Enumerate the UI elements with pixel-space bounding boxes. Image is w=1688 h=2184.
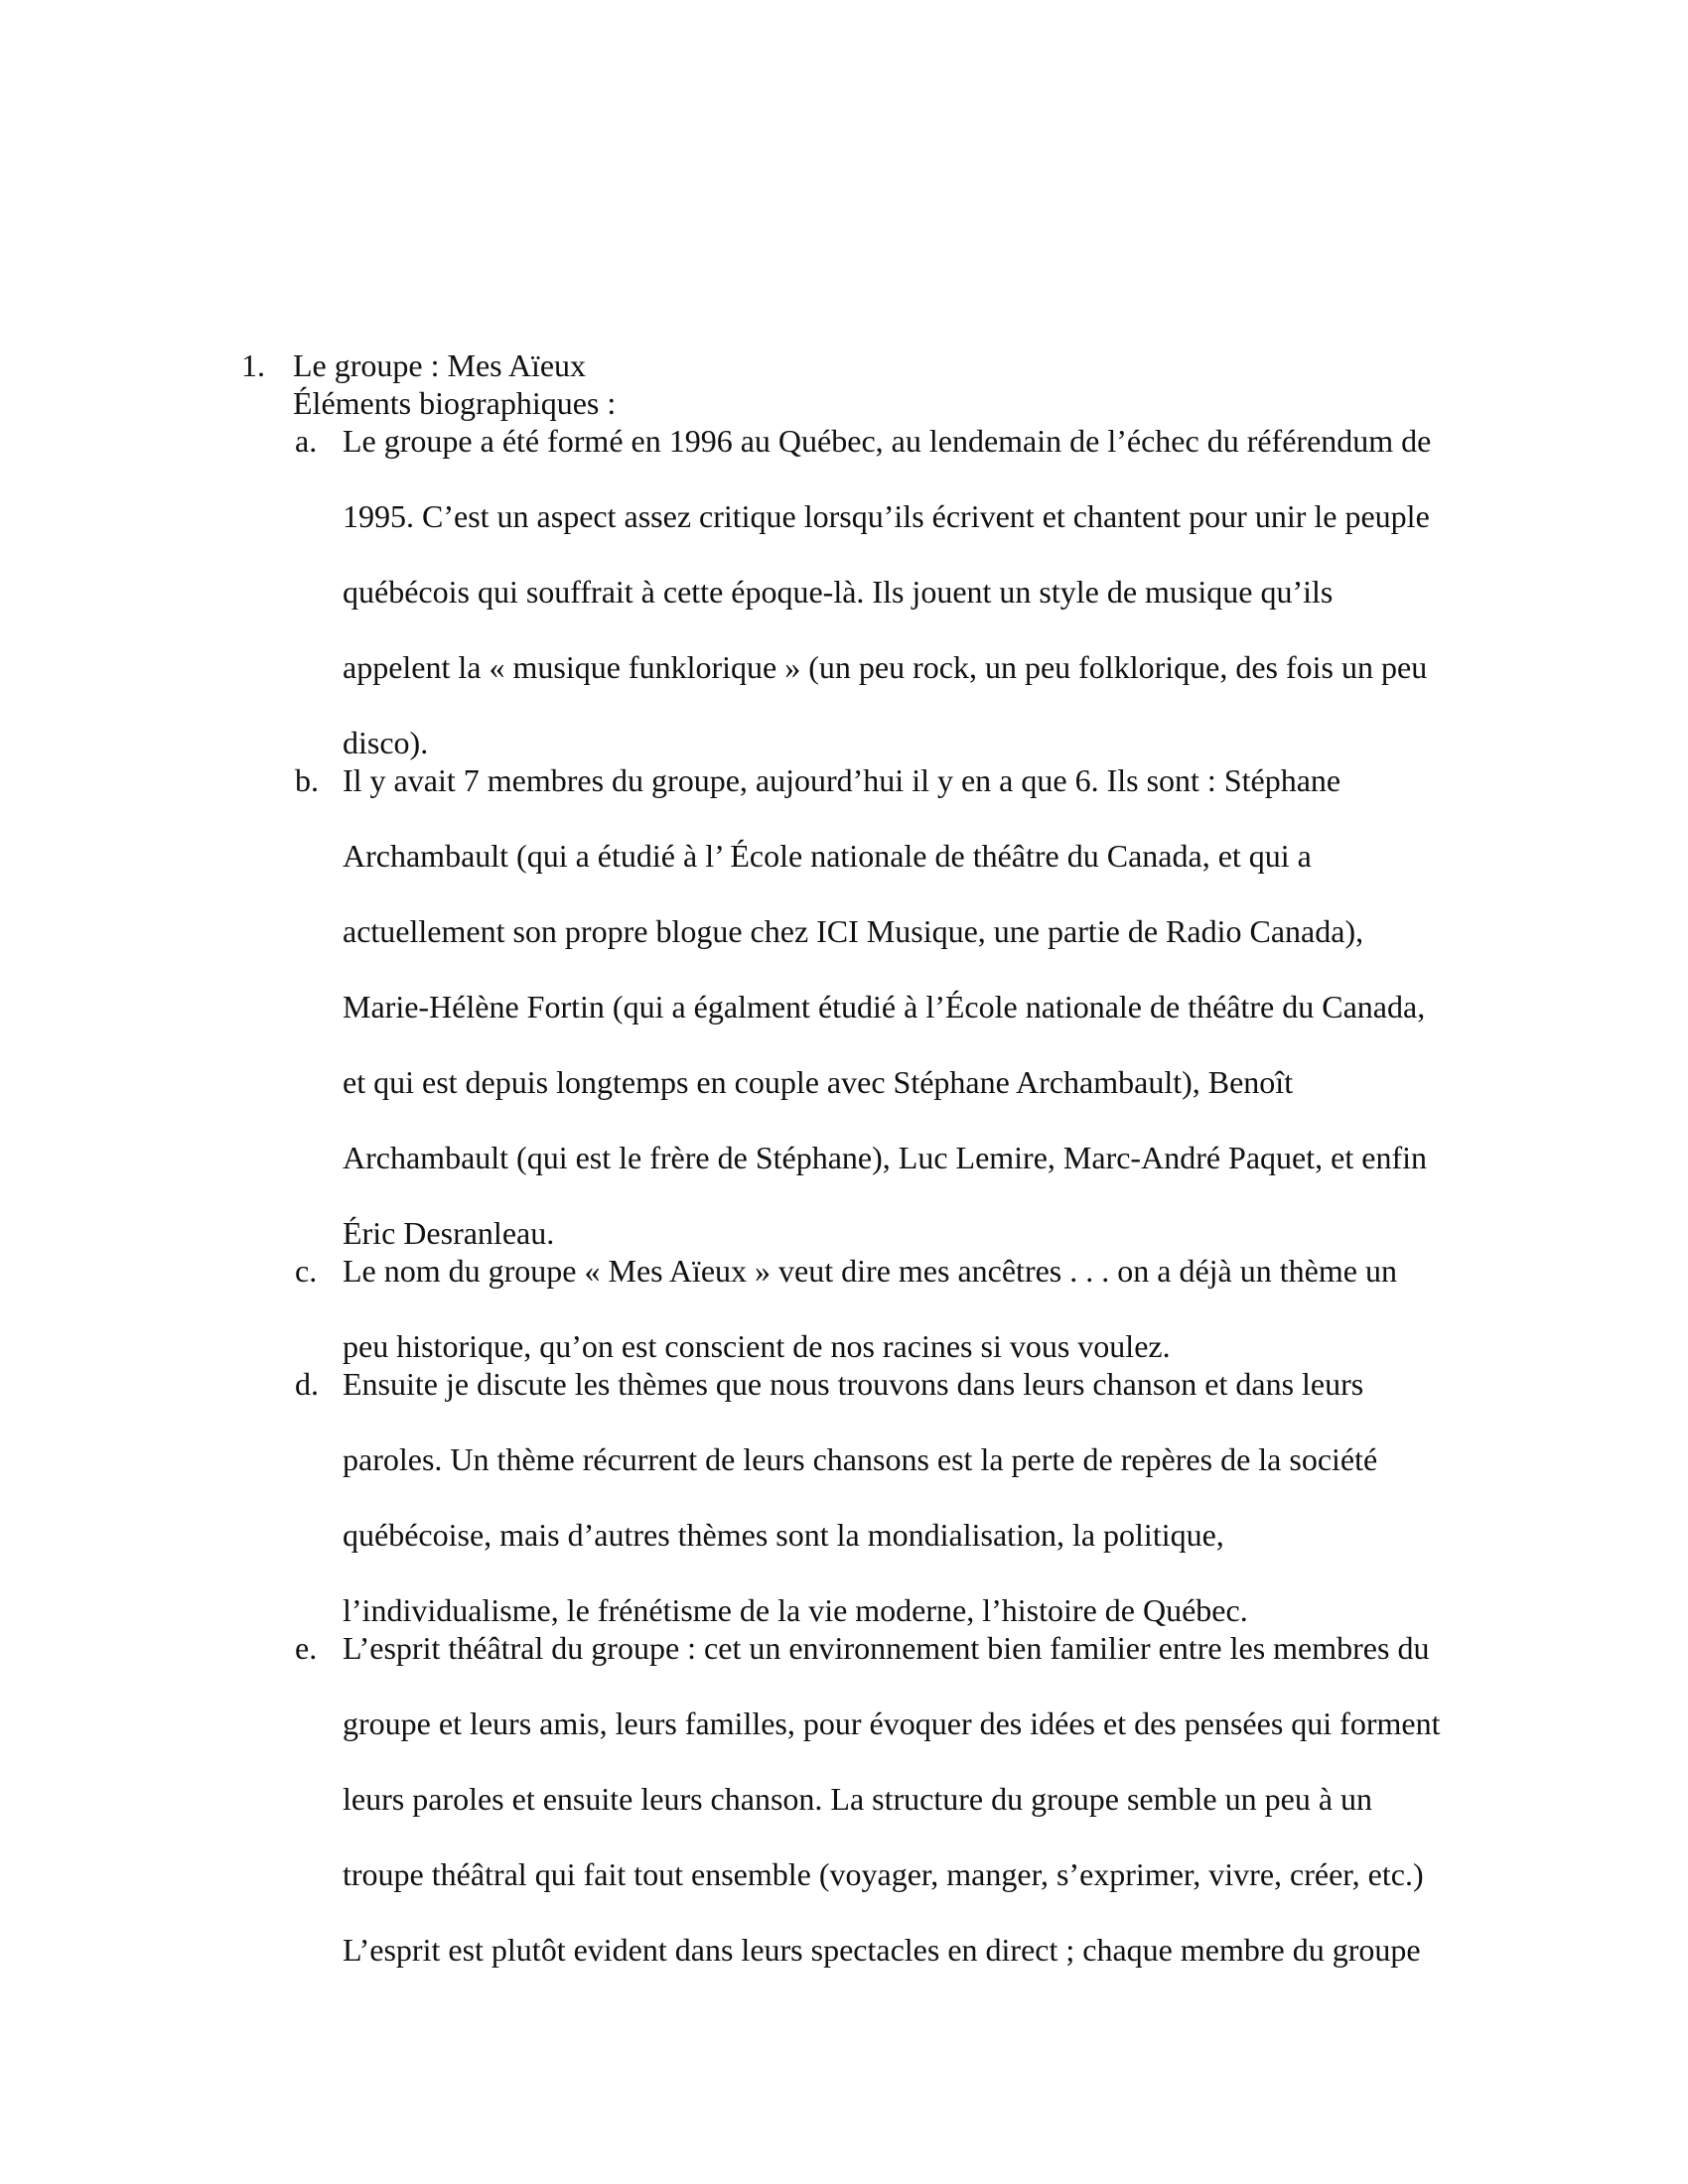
item-d-line: paroles. Un thème récurrent de leurs chansons est la perte de repères de la société — [343, 1441, 1378, 1477]
item-d-line: Ensuite je discute les thèmes que nous trouvons dans leurs chanson et dans leurs — [343, 1366, 1364, 1402]
item-a-line: québécois qui souffrait à cette époque-là. Ils jouent un style de musique qu’ils — [343, 574, 1334, 610]
item-e-letter: e. — [295, 1630, 318, 1666]
item-c-letter: c. — [295, 1253, 318, 1289]
item-e-line: L’esprit théâtral du groupe : cet un environnement bien familier entre les membres du — [343, 1630, 1430, 1666]
item-d-line: l’individualisme, le frénétisme de la vie moderne, l’histoire de Québec. — [343, 1592, 1248, 1628]
item-a-line: 1995. C’est un aspect assez critique lorsqu’ils écrivent et chantent pour unir le peuple — [343, 498, 1430, 534]
item-a-letter: a. — [295, 423, 318, 459]
item-e-line: leurs paroles et ensuite leurs chanson. La structure du groupe semble un peu à un — [343, 1781, 1373, 1817]
item-e-line: L’esprit est plutôt evident dans leurs spectacles en direct ; chaque membre du groupe — [343, 1932, 1421, 1968]
item-a-line: appelent la « musique funklorique » (un peu rock, un peu folklorique, des fois un peu — [343, 649, 1428, 685]
section-title: Le groupe : Mes Aïeux — [293, 347, 587, 383]
item-c-line: peu historique, qu’on est conscient de nos racines si vous voulez. — [343, 1328, 1171, 1364]
item-b-line: Archambault (qui a étudié à l’ École nationale de théâtre du Canada, et qui a — [343, 838, 1312, 874]
item-a-line: Le groupe a été formé en 1996 au Québec, au lendemain de l’échec du référendum de — [343, 423, 1432, 459]
item-b-line: Il y avait 7 membres du groupe, aujourd’hui il y en a que 6. Ils sont : Stéphane — [343, 762, 1341, 798]
item-b-line: et qui est depuis longtemps en couple avec Stéphane Archambault), Benoît — [343, 1064, 1294, 1100]
item-e-line: troupe théâtral qui fait tout ensemble (voyager, manger, s’exprimer, vivre, créer, etc.) — [343, 1856, 1424, 1892]
item-b-line: Archambault (qui est le frère de Stéphane), Luc Lemire, Marc-André Paquet, et enfin — [343, 1140, 1427, 1175]
item-d-line: québécoise, mais d’autres thèmes sont la mondialisation, la politique, — [343, 1517, 1224, 1553]
item-b-line: Marie-Hélène Fortin (qui a égalment étudié à l’École nationale de théâtre du Canada, — [343, 989, 1426, 1024]
item-b-letter: b. — [295, 762, 319, 798]
item-a-line: disco). — [343, 725, 429, 760]
item-d-letter: d. — [295, 1366, 319, 1402]
section-number: 1. — [241, 347, 265, 383]
item-b-line: Éric Desranleau. — [343, 1215, 555, 1251]
section-subtitle: Éléments biographiques : — [293, 385, 617, 421]
item-b-line: actuellement son propre blogue chez ICI Musique, une partie de Radio Canada), — [343, 913, 1364, 949]
item-e-line: groupe et leurs amis, leurs familles, pour évoquer des idées et des pensées qui forment — [343, 1706, 1441, 1741]
item-c-line: Le nom du groupe « Mes Aïeux » veut dire mes ancêtres . . . on a déjà un thème un — [343, 1253, 1397, 1289]
